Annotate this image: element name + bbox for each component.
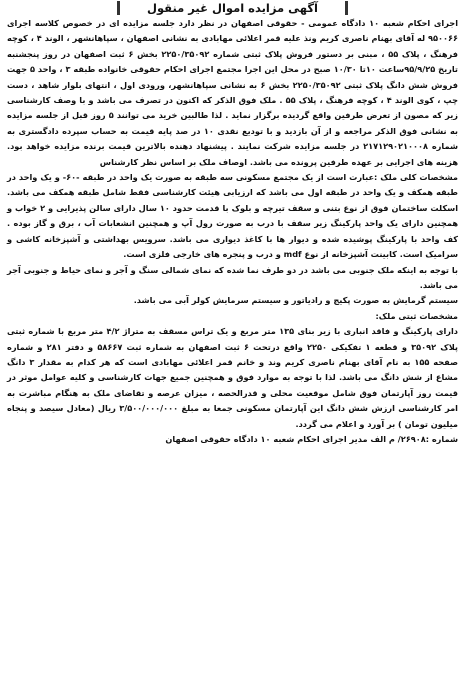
notice-paragraph-intro: اجرای احکام شعبه ۱۰ دادگاه عمومی - حقوقی اصفهان در نظر دارد جلسه مزایده ای در خصوص کلاسه اجرای ۹۵۰۰۶۶ له آقای بهنام ناصری کریم ونذ علیه قمر اعلائی مهابادی به نشانی اصفهان ، سپاهانشهر ، الوند ۴ ، کوچه فرهنگ ، پلاک ۵۵ ، مبنی بر دستور فروش پلاک ثبتی شماره ۲۲۵۰/۳۵۰۹۲ بخش ۶ ثبت اصفهان در روز پنجشنبه تاریخ ۹۵/۹/۲۵ساعت ۱۰تا ۱۰/۳۰ صبح در محل این اجرا مجتمع اجرای احکام حقوقی خانواده طبقه ۳ ، واحد ۵ جهت فروش شش دانگ پلاک ثبتی ۲۲۵۰/۳۵۰۹۲ بخش ۶ به نشانی سپاهانشهر، ورودی اول ، انتهای بلوار شاهد ، دست چپ ، کوی الوند ۴ ، کوچه فرهنگ ، پلاک ۵۵ . ملک فوق الذکر که اکنون در تصرف می باشد و با وصف کارشناسی زیر که مصون از تعرض طرفین واقع گردیده برگزار نماید . لذا طالبین خرید می توانند ۵ روز قبل از جلسه مزایده به نشانی فوق الذکر مراجعه و از آن بازدید و با تودیع نقدی ۱۰ در صد پایه قیمت به حساب سپرده دادگستری به شماره ۲۱۷۱۲۹۰۲۱۰۰۰۸ در جلسه مزایده شرکت نمایند . پیشنهاد دهنده بالاترین قیمت برنده مزایده خواهد بود. هزینه های اجرایی بر عهده طرفین پرونده می باشد. اوصاف ملک بر اساس نظر کارشناس: [7, 18, 459, 167]
notice-paragraph-registration-details: دارای پارکینگ و فاقد انباری با زیر بنای ۱۳۵ متر مربع و یک تراس مسقف به متراژ ۴/۲ متر مربع با شماره ثبتی پلاک ۳۵۰۹۲ و قطعه ۱ تفکیکی ۲۲۵۰ واقع درتحت ۶ ثبت اصفهان به شماره ثبت ۵۸۶۶۷ و دفتر ۲۸۱ و شماره صفحه ۱۵۵ به نام آقای بهنام ناصری کریم وند و خانم قمر اعلائی مهابادی است که هر کدام به مقدار ۳ دانگ مشاع از شش دانگ می باشد. لذا با توجه به موارد فوق و همچنین جمیع جهات کارشناسی و کلیه عوامل موثر در قیمت روز آپارتمان فوق شامل موقعیت محلی و قدرالحصه ، میزان عرصه و تقاضای ملک به هنگام مباشرت به امر کارشناسی ارزش شش دانگ این آپارتمان مسکونی جمعا به مبلغ ۳/۵۰۰/۰۰۰/۰۰۰ ریال (معادل سیصد و پنجاه میلیون تومان ) بر آورد و اعلام می گردد.: [7, 326, 458, 429]
notice-paragraph-registration-heading: مشخصات ثبتی ملک:: [375, 310, 458, 321]
notice-title: آگهی مزایده اموال غیر منقول: [7, 0, 458, 16]
notice-paragraph-heating: سیستم گرمایش به صورت پکیج و رادیاتور و سیستم سرمایش کولر آبی می باشد.: [133, 295, 458, 306]
notice-footer-number: شماره :۲۶۹۰۸/ م الف مدیر اجرای احکام شعبه ۱۰ دادگاه حقوقی اصفهان: [165, 433, 458, 444]
notice-paragraph-general-specs: مشخصات کلی ملک :عبارت است از یک مجتمع مسکونی سه طبقه به صورت یک واحد در طبقه -۶۰- و یک واحد در طبقه همکف و یک واحد در طبقه اول می باشد که ارزیابی هیئت کارشناسی فقط شامل طبقه همکف می باشد. اسکلت ساختمان فوق از نوع بتنی و سقف تیرچه و بلوک با قدمت حدود ۱۰ سال دارای سالن پذیرایی و ۲ خواب و همچنین دارای یک واحد پارکینگ زیر سقف با درب به صورت رول آپ و همچنین انشعابات آب ، برق و گاز بوده . کف واحد با پارکینگ پوشیده شده و دیوار ها با کاغذ دیواری می باشد. سرویس بهداشتی و آشپزخانه کاشی و سرامیک است. کابینت آشپزخانه از نوع mdf و درب و پنجره های خارجی فلزی است.: [7, 172, 459, 260]
notice-paragraph-facade: با توجه به اینکه ملک جنوبی می باشد در دو طرف نما شده که نمای شمالی سنگ و آجر و نمای حیاط و جنوبی آجر می باشد.: [7, 264, 458, 290]
